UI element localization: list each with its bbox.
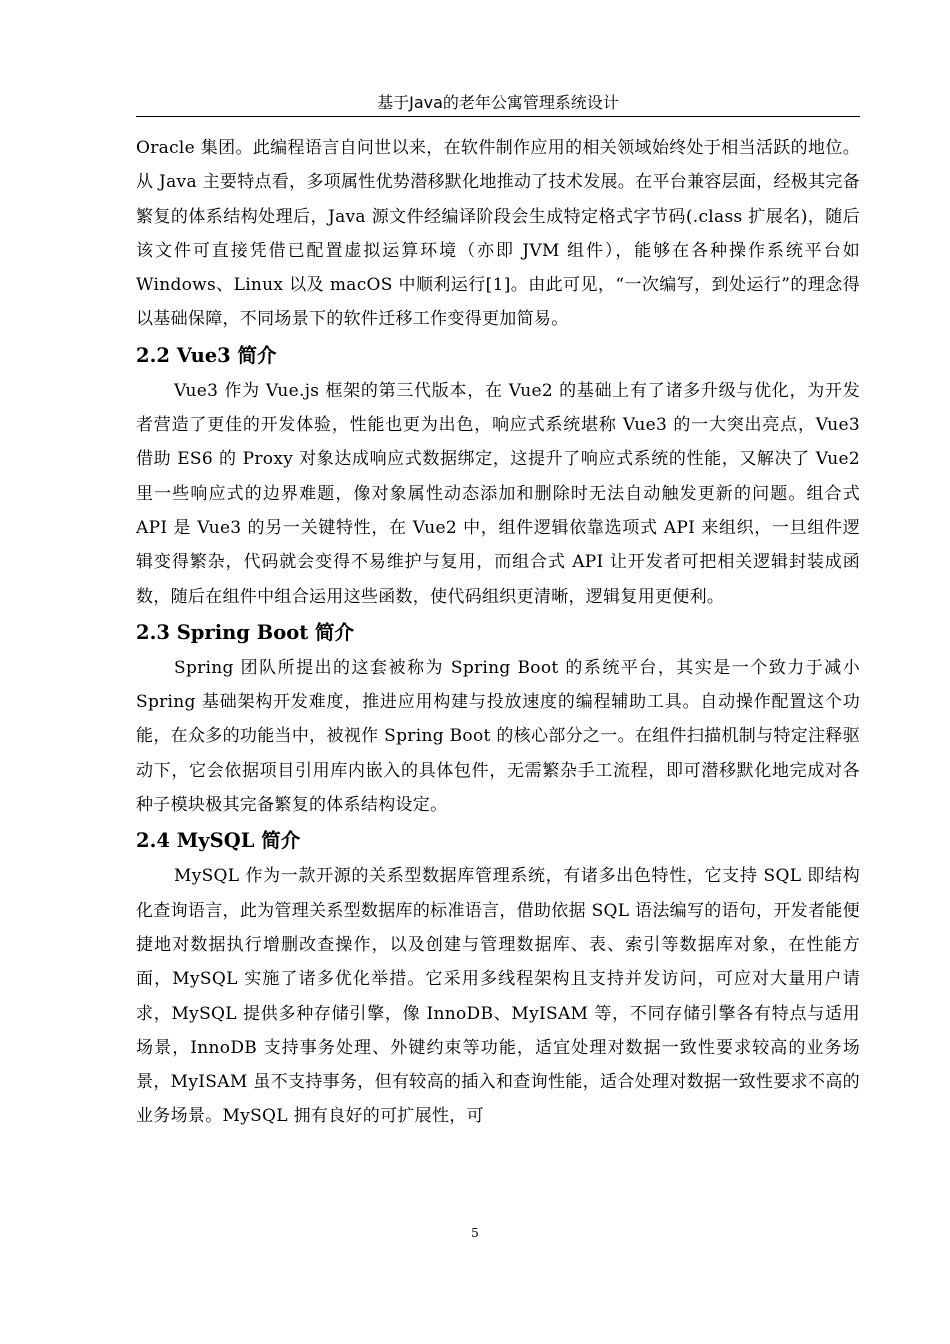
section-heading-mysql: 2.4 MySQL 简介 — [136, 829, 301, 853]
paragraph-spring-boot: Spring 团队所提出的这套被称为 Spring Boot 的系统平台，其实是一个致力于减小 Spring 基础架构开发难度，推进应用构建与投放速度的编程辅助工具。自动操作配置这个功能，在众多的功能当中，被视作 Spring Boot 的核心部分之一。在组件扫描机制与特定注释驱动下，它会依据项目引用库内嵌入的具体包件，无需繁杂手工流程，即可潜移默化地完成对各种子模块极其完备繁复的体系结构设定。 — [136, 657, 860, 816]
body-text — [136, 131, 860, 1134]
paragraph-vue3: Vue3 作为 Vue.js 框架的第三代版本，在 Vue2 的基础上有了诸多升级与优化，为开发者营造了更佳的开发体验，性能也更为出色，响应式系统堪称 Vue3 的一大突出亮点，Vue3 借助 ES6 的 Proxy 对象达成响应式数据绑定，这提升了响应式系统的性能，又解决了 Vue2 里一些响应式的边界难题，像对象属性动态添加和删除时无法自动触发更新的问题。组合式 API 是 Vue3 的另一关键特性，在 Vue2 中，组件逻辑依靠选项式 API 来组织，一旦组件逻辑变得繁杂，代码就会变得不易维护与复用，而组合式 API 让开发者可把相关逻辑封装成函数，随后在组件中组合运用这些函数，使代码组织更清晰，逻辑复用更便利。 — [136, 380, 860, 607]
section-heading-vue3: 2.2 Vue3 简介 — [136, 343, 277, 367]
running-header: 基于Java的老年公寓管理系统设计 — [136, 92, 860, 117]
paragraph-java-intro: Oracle 集团。此编程语言自问世以来，在软件制作应用的相关领域始终处于相当活跃的地位。从 Java 主要特点看，多项属性优势潜移默化地推动了技术发展。在平台兼容层面，经极其完备繁复的体系结构处理后，Java 源文件经编译阶段会生成特定格式字节码(.class 扩展名)，随后该文件可直接凭借已配置虚拟运算环境（亦即 JVM 组件），能够在各种操作系统平台如 Windows、Linux 以及 macOS 中顺利运行[1]。由此可见，“一次编写，到处运行”的理念得以基础保障，不同场景下的软件迁移工作变得更加简易。 — [136, 138, 860, 330]
section-heading-spring-boot: 2.3 Spring Boot 简介 — [136, 620, 355, 644]
page-number: 5 — [471, 1226, 479, 1240]
paragraph-mysql: MySQL 作为一款开源的关系型数据库管理系统，有诸多出色特性，它支持 SQL 即结构化查询语言，此为管理关系型数据库的标准语言，借助依据 SQL 语法编写的语句，开发者能便捷地对数据执行增删改查操作，以及创建与管理数据库、表、索引等数据库对象，在性能方面，MySQL 实施了诸多优化举措。它采用多线程架构且支持并发访问，可应对大量用户请求，MySQL 提供多种存储引擎，像 InnoDB、MyISAM 等，不同存储引擎各有特点与适用场景，InnoDB 支持事务处理、外键约束等功能，适宜处理对数据一致性要求较高的业务场景，MyISAM 虽不支持事务，但有较高的插入和查询性能，适合处理对数据一致性要求不高的业务场景。MySQL 拥有良好的可扩展性，可 — [136, 866, 860, 1127]
